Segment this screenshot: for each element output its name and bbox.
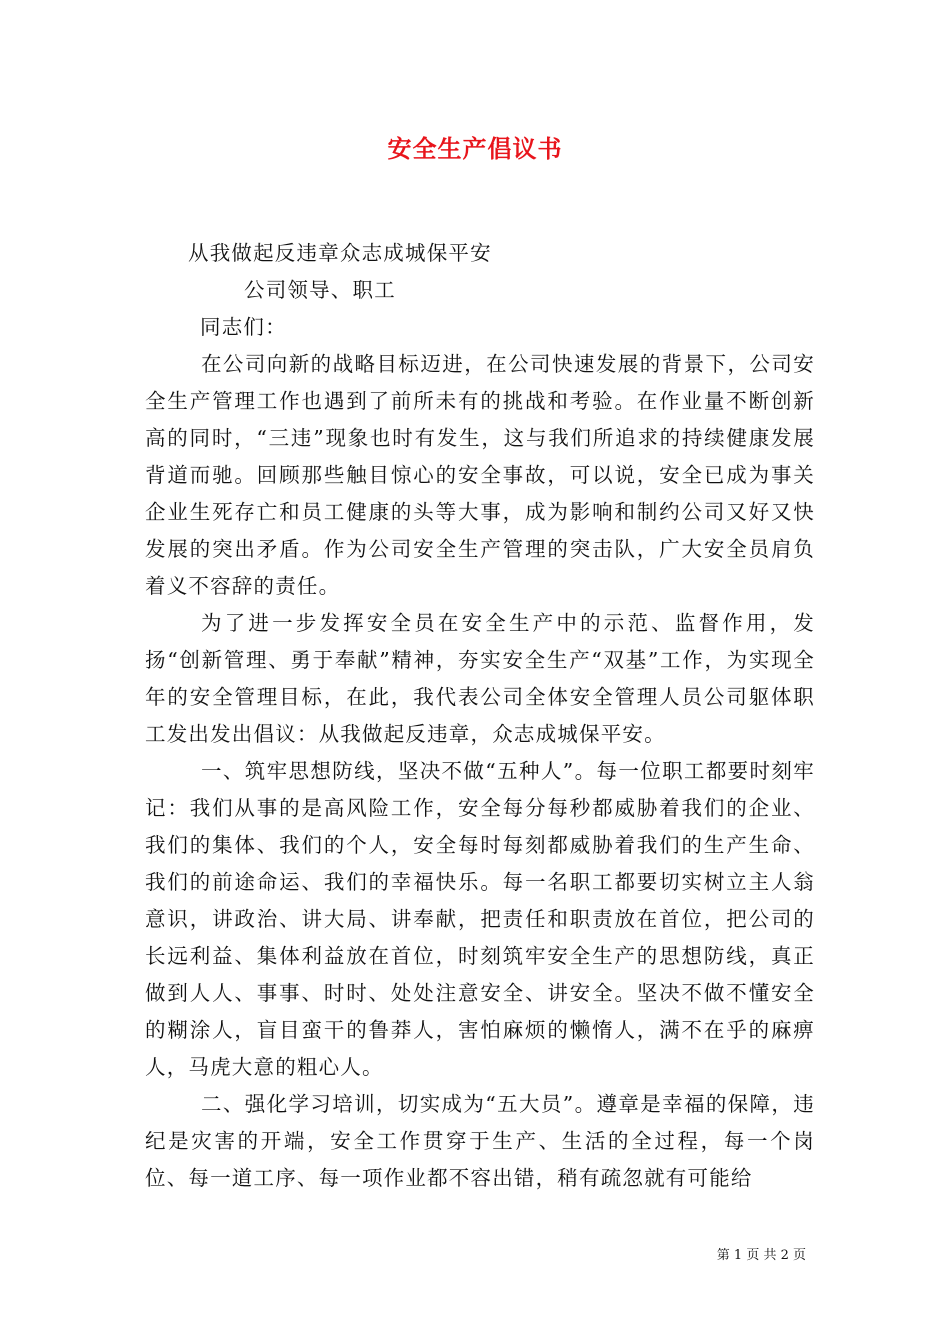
document-title: 安全生产倡议书: [387, 134, 563, 163]
paragraph-1: 在公司向新的战略目标迈进，在公司快速发展的背景下，公司安全生产管理工作也遇到了前所未有的挑战和考验。在作业量不断创新高的同时，“三违”现象也时有发生，这与我们所追求的持续健康发展背道而驰。回顾那些触目惊心的安全事故，可以说，安全已成为事关企业生死存亡和员工健康的头等大事，成为影响和制约公司又好又快发展的突出矛盾。作为公司安全生产管理的突击队，广大安全员肩负着义不容辞的责任。: [145, 352, 815, 598]
document-subtitle: 从我做起反违章众志成城保平安: [188, 241, 492, 265]
paragraph-4: 二、强化学习培训，切实成为“五大员”。遵章是幸福的保障，违纪是灾害的开端，安全工作贯穿于生产、生活的全过程，每一个岗位、每一道工序、每一项作业都不容出错，稍有疏忽就有可能给: [145, 1092, 815, 1190]
page-number: 第 1 页 共 2 页: [716, 1248, 806, 1263]
salutation: 同志们：: [200, 315, 287, 339]
recipient-line: 公司领导、职工: [244, 278, 396, 302]
document-body: [145, 235, 815, 1197]
paragraph-2: 为了进一步发挥安全员在安全生产中的示范、监督作用，发扬“创新管理、勇于奉献”精神，夯实安全生产“双基”工作，为实现全年的安全管理目标，在此，我代表公司全体安全管理人员公司躯体职工发出发出倡议：从我做起反违章，众志成城保平安。: [145, 611, 815, 746]
paragraph-3: 一、筑牢思想防线，坚决不做“五种人”。每一位职工都要时刻牢记：我们从事的是高风险工作，安全每分每秒都威胁着我们的企业、我们的集体、我们的个人，安全每时每刻都威胁着我们的生产生命、我们的前途命运、我们的幸福快乐。每一名职工都要切实树立主人翁意识，讲政治、讲大局、讲奉献，把责任和职责放在首位，把公司的长远利益、集体利益放在首位，时刻筑牢安全生产的思想防线，真正做到人人、事事、时时、处处注意安全、讲安全。坚决不做不懂安全的糊涂人，盲目蛮干的鲁莽人，害怕麻烦的懒惰人，满不在乎的麻痹人，马虎大意的粗心人。: [145, 759, 815, 1079]
